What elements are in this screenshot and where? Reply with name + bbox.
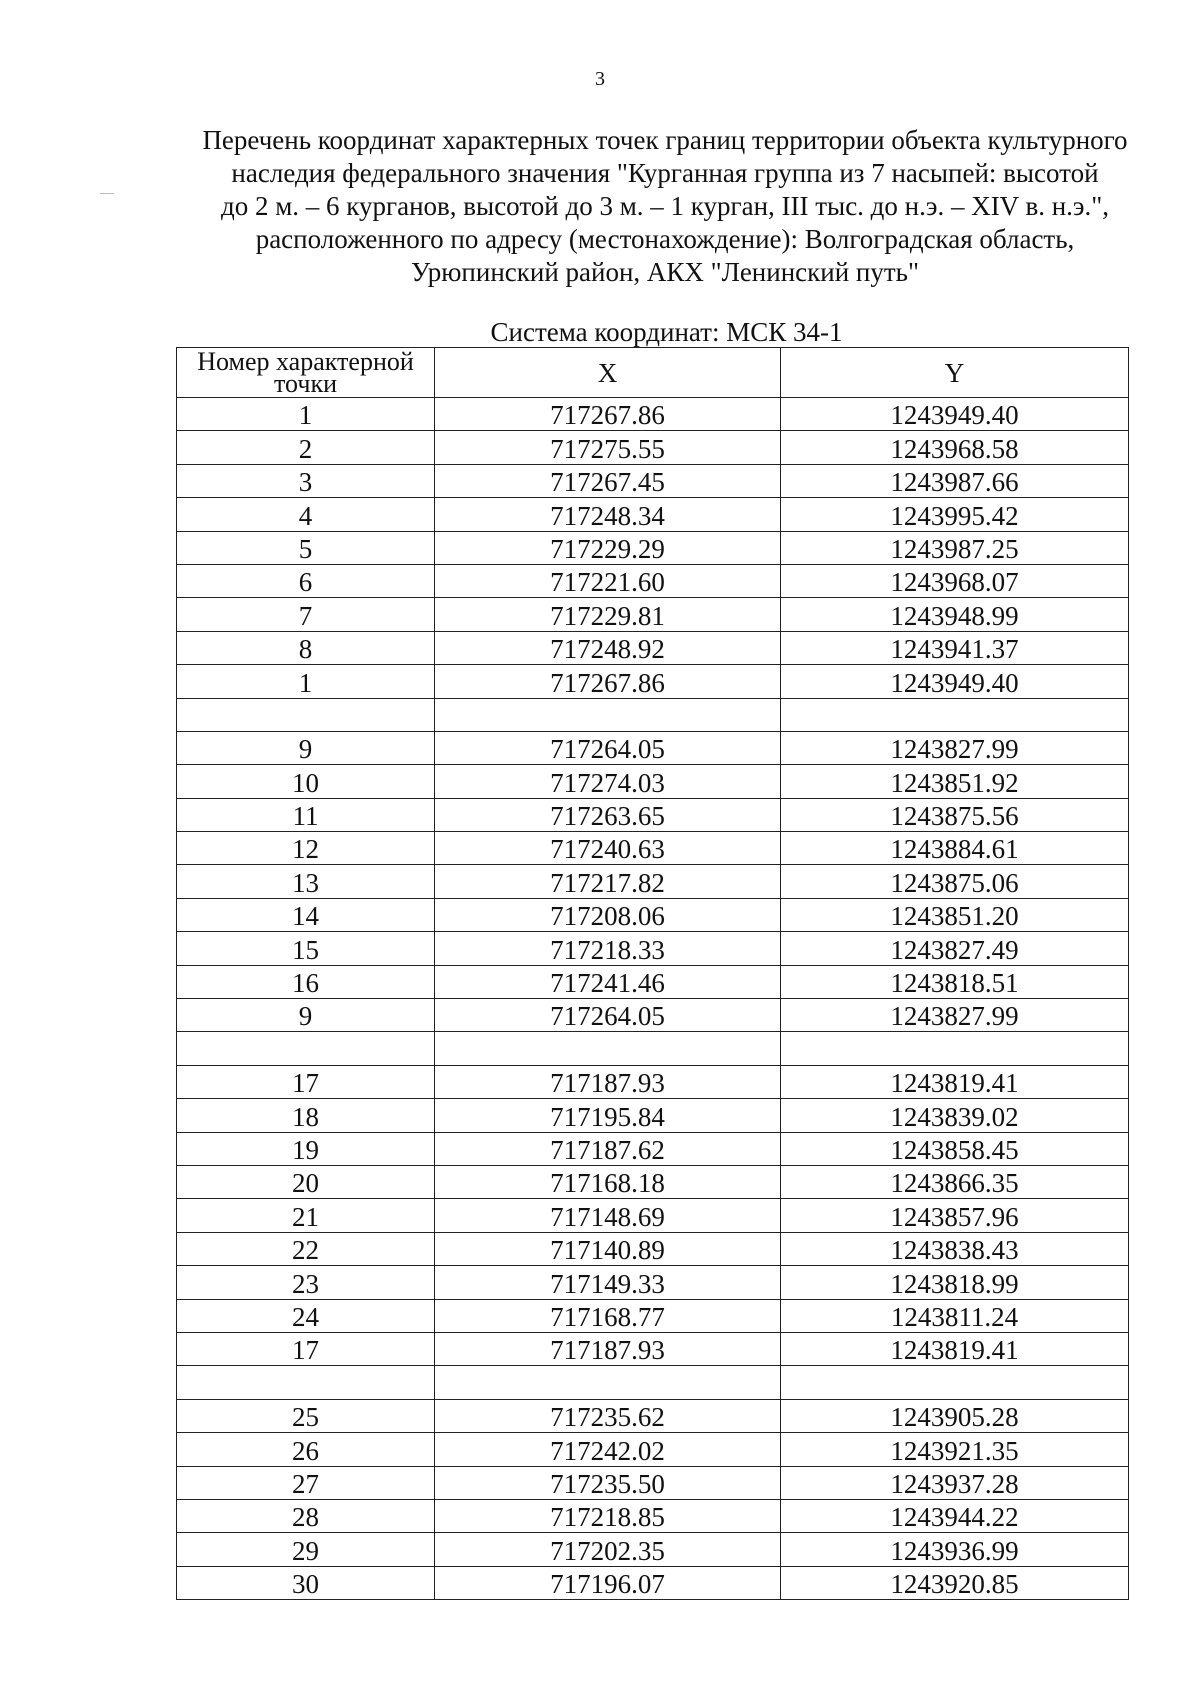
y-coordinate-cell: 1243937.28: [781, 1466, 1129, 1499]
x-coordinate-cell: 717248.92: [435, 631, 781, 664]
y-coordinate-cell: 1243941.37: [781, 631, 1129, 664]
table-row: [177, 731, 1129, 764]
table-row: [177, 698, 1129, 731]
y-coordinate-cell: 1243968.07: [781, 564, 1129, 597]
x-coordinate-cell: 717264.05: [435, 999, 781, 1032]
y-coordinate-cell: 1243944.22: [781, 1499, 1129, 1532]
table-row: [177, 932, 1129, 965]
x-coordinate-cell: 717274.03: [435, 765, 781, 798]
x-coordinate-cell: 717149.33: [435, 1266, 781, 1299]
table-row: [177, 1433, 1129, 1466]
point-number-cell: 2: [177, 431, 435, 464]
point-number-cell: 22: [177, 1232, 435, 1265]
table-row: [177, 865, 1129, 898]
point-number-cell: 11: [177, 798, 435, 831]
y-coordinate-cell: 1243866.35: [781, 1165, 1129, 1198]
title-line: Урюпинский район, АКХ "Ленинский путь": [411, 257, 919, 287]
coordinate-system-caption: Система координат: МСК 34-1: [490, 317, 843, 347]
point-number-cell: 27: [177, 1466, 435, 1499]
coordinates-table: [176, 347, 1129, 1600]
table-row: [177, 1165, 1129, 1198]
y-coordinate-cell: 1243987.66: [781, 464, 1129, 497]
point-number-cell: 23: [177, 1266, 435, 1299]
point-number-cell: 17: [177, 1065, 435, 1098]
table-row: [177, 1199, 1129, 1232]
table-row: [177, 1499, 1129, 1532]
scan-artifact: [100, 193, 114, 194]
point-number-cell: 21: [177, 1199, 435, 1232]
title-line: Перечень координат характерных точек границ территории объекта культурного: [202, 125, 1128, 155]
x-coordinate-cell: 717187.62: [435, 1132, 781, 1165]
title-line: наследия федерального значения "Курганная группа из 7 насыпей: высотой: [231, 158, 1099, 188]
x-coordinate-cell: 717140.89: [435, 1232, 781, 1265]
x-coordinate-cell: 717221.60: [435, 564, 781, 597]
point-number-cell: 30: [177, 1566, 435, 1599]
y-coordinate-cell: 1243995.42: [781, 498, 1129, 531]
header-x: X: [435, 348, 781, 398]
y-coordinate-cell: [781, 1366, 1129, 1399]
table-row: [177, 631, 1129, 664]
table-row: [177, 1332, 1129, 1365]
x-coordinate-cell: 717202.35: [435, 1533, 781, 1566]
page-number: 3: [595, 68, 605, 90]
y-coordinate-cell: 1243811.24: [781, 1299, 1129, 1332]
table-row: [177, 1099, 1129, 1132]
table-row: [177, 564, 1129, 597]
point-number-cell: 17: [177, 1332, 435, 1365]
table-row: [177, 1566, 1129, 1599]
y-coordinate-cell: 1243851.92: [781, 765, 1129, 798]
title-line: расположенного по адресу (местонахождение): Волгоградская область,: [255, 224, 1075, 254]
x-coordinate-cell: [435, 1032, 781, 1065]
point-number-cell: 9: [177, 999, 435, 1032]
table-row: [177, 1399, 1129, 1432]
y-coordinate-cell: 1243920.85: [781, 1566, 1129, 1599]
table-row: [177, 665, 1129, 698]
x-coordinate-cell: [435, 698, 781, 731]
point-number-cell: 20: [177, 1165, 435, 1198]
table-row: [177, 765, 1129, 798]
table-row: [177, 1132, 1129, 1165]
x-coordinate-cell: 717229.81: [435, 598, 781, 631]
table-row: [177, 1232, 1129, 1265]
point-number-cell: [177, 1032, 435, 1065]
x-coordinate-cell: 717267.45: [435, 464, 781, 497]
point-number-cell: 12: [177, 832, 435, 865]
x-coordinate-cell: 717217.82: [435, 865, 781, 898]
y-coordinate-cell: 1243857.96: [781, 1199, 1129, 1232]
x-coordinate-cell: 717242.02: [435, 1433, 781, 1466]
x-coordinate-cell: 717187.93: [435, 1332, 781, 1365]
point-number-cell: 6: [177, 564, 435, 597]
table-row: [177, 464, 1129, 497]
y-coordinate-cell: 1243875.56: [781, 798, 1129, 831]
y-coordinate-cell: 1243851.20: [781, 898, 1129, 931]
point-number-cell: 16: [177, 965, 435, 998]
x-coordinate-cell: 717168.18: [435, 1165, 781, 1198]
x-coordinate-cell: 717187.93: [435, 1065, 781, 1098]
point-number-cell: 5: [177, 531, 435, 564]
table-row: [177, 1533, 1129, 1566]
y-coordinate-cell: 1243819.41: [781, 1065, 1129, 1098]
table-row: [177, 431, 1129, 464]
point-number-cell: 1: [177, 665, 435, 698]
y-coordinate-cell: 1243921.35: [781, 1433, 1129, 1466]
table-row: [177, 1266, 1129, 1299]
point-number-cell: 13: [177, 865, 435, 898]
point-number-cell: 7: [177, 598, 435, 631]
x-coordinate-cell: 717218.33: [435, 932, 781, 965]
y-coordinate-cell: 1243949.40: [781, 665, 1129, 698]
y-coordinate-cell: 1243818.51: [781, 965, 1129, 998]
point-number-cell: 28: [177, 1499, 435, 1532]
point-number-cell: 14: [177, 898, 435, 931]
x-coordinate-cell: 717275.55: [435, 431, 781, 464]
point-number-cell: 26: [177, 1433, 435, 1466]
point-number-cell: 19: [177, 1132, 435, 1165]
y-coordinate-cell: 1243827.99: [781, 731, 1129, 764]
x-coordinate-cell: 717218.85: [435, 1499, 781, 1532]
y-coordinate-cell: 1243839.02: [781, 1099, 1129, 1132]
document-title: [130, 124, 1200, 289]
x-coordinate-cell: 717241.46: [435, 965, 781, 998]
point-number-cell: 1: [177, 398, 435, 431]
table-row: [177, 1366, 1129, 1399]
point-number-cell: 25: [177, 1399, 435, 1432]
point-number-cell: 15: [177, 932, 435, 965]
y-coordinate-cell: 1243987.25: [781, 531, 1129, 564]
y-coordinate-cell: 1243936.99: [781, 1533, 1129, 1566]
x-coordinate-cell: 717229.29: [435, 531, 781, 564]
x-coordinate-cell: 717208.06: [435, 898, 781, 931]
point-number-cell: 3: [177, 464, 435, 497]
x-coordinate-cell: [435, 1366, 781, 1399]
y-coordinate-cell: [781, 1032, 1129, 1065]
table-row: [177, 531, 1129, 564]
x-coordinate-cell: 717248.34: [435, 498, 781, 531]
point-number-cell: 18: [177, 1099, 435, 1132]
x-coordinate-cell: 717235.50: [435, 1466, 781, 1499]
y-coordinate-cell: 1243968.58: [781, 431, 1129, 464]
table-row: [177, 1466, 1129, 1499]
y-coordinate-cell: 1243818.99: [781, 1266, 1129, 1299]
x-coordinate-cell: 717148.69: [435, 1199, 781, 1232]
table-row: [177, 398, 1129, 431]
table-row: [177, 999, 1129, 1032]
table-row: [177, 598, 1129, 631]
point-number-cell: [177, 1366, 435, 1399]
table-row: [177, 1065, 1129, 1098]
table-row: [177, 898, 1129, 931]
x-coordinate-cell: 717267.86: [435, 398, 781, 431]
point-number-cell: 10: [177, 765, 435, 798]
y-coordinate-cell: [781, 698, 1129, 731]
y-coordinate-cell: 1243884.61: [781, 832, 1129, 865]
point-number-cell: 24: [177, 1299, 435, 1332]
table-row: [177, 1032, 1129, 1065]
y-coordinate-cell: 1243905.28: [781, 1399, 1129, 1432]
table-body: [177, 398, 1129, 1600]
y-coordinate-cell: 1243875.06: [781, 865, 1129, 898]
table-row: [177, 832, 1129, 865]
x-coordinate-cell: 717168.77: [435, 1299, 781, 1332]
y-coordinate-cell: 1243819.41: [781, 1332, 1129, 1365]
header-point-number: Номер характерной точки: [177, 348, 435, 398]
x-coordinate-cell: 717263.65: [435, 798, 781, 831]
y-coordinate-cell: 1243827.99: [781, 999, 1129, 1032]
x-coordinate-cell: 717267.86: [435, 665, 781, 698]
x-coordinate-cell: 717240.63: [435, 832, 781, 865]
table-header-row: [177, 348, 1129, 398]
x-coordinate-cell: 717235.62: [435, 1399, 781, 1432]
header-y: Y: [781, 348, 1129, 398]
point-number-cell: 9: [177, 731, 435, 764]
point-number-cell: 29: [177, 1533, 435, 1566]
table-row: [177, 798, 1129, 831]
point-number-cell: 4: [177, 498, 435, 531]
point-number-cell: [177, 698, 435, 731]
x-coordinate-cell: 717196.07: [435, 1566, 781, 1599]
y-coordinate-cell: 1243948.99: [781, 598, 1129, 631]
title-line: до 2 м. – 6 курганов, высотой до 3 м. – 1 курган, III тыс. до н.э. – XIV в. н.э.",: [220, 191, 1110, 221]
y-coordinate-cell: 1243858.45: [781, 1132, 1129, 1165]
y-coordinate-cell: 1243827.49: [781, 932, 1129, 965]
point-number-cell: 8: [177, 631, 435, 664]
y-coordinate-cell: 1243949.40: [781, 398, 1129, 431]
x-coordinate-cell: 717195.84: [435, 1099, 781, 1132]
table-row: [177, 498, 1129, 531]
table-row: [177, 965, 1129, 998]
x-coordinate-cell: 717264.05: [435, 731, 781, 764]
table-row: [177, 1299, 1129, 1332]
y-coordinate-cell: 1243838.43: [781, 1232, 1129, 1265]
